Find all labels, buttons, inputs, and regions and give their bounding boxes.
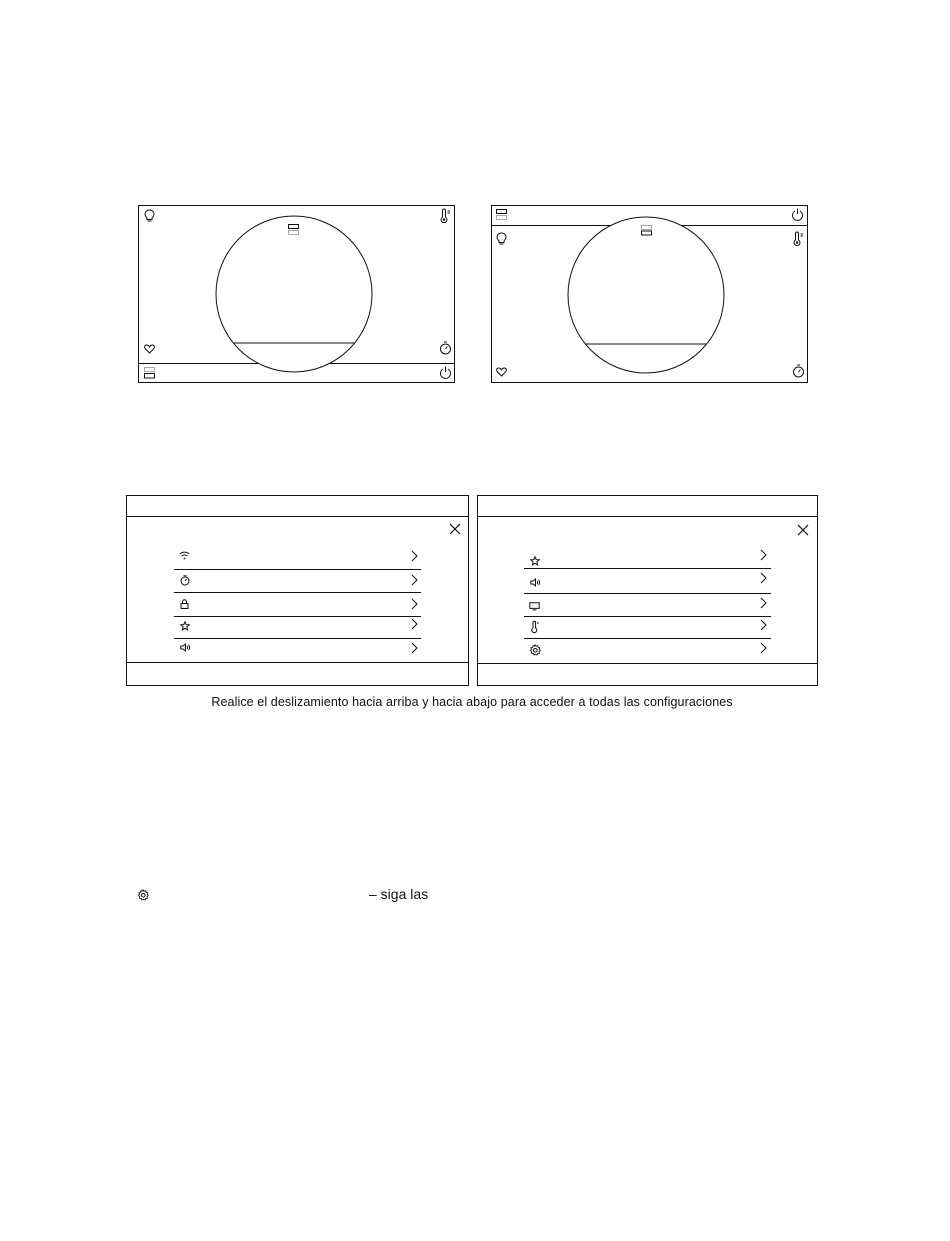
list-item[interactable] <box>524 617 771 639</box>
gear-icon <box>137 889 149 901</box>
screen-b-dial[interactable] <box>567 216 725 374</box>
thermometer-icon <box>530 621 539 633</box>
list-item[interactable] <box>524 639 771 661</box>
chevron-right-icon <box>760 597 767 609</box>
settings-menu-2-footer-divider <box>477 663 818 664</box>
door-mode-icon[interactable] <box>641 225 652 236</box>
thermometer-icon[interactable] <box>792 232 804 246</box>
settings-menu-1-footer-divider <box>126 662 469 663</box>
chevron-right-icon <box>760 549 767 561</box>
screen-a-dial[interactable] <box>215 215 373 373</box>
star-icon <box>530 556 540 566</box>
close-icon[interactable] <box>797 524 809 536</box>
gear-icon <box>529 644 541 656</box>
list-item[interactable] <box>524 545 771 569</box>
wifi-icon <box>179 551 190 560</box>
chevron-right-icon <box>411 550 418 562</box>
timer-icon[interactable] <box>439 341 452 355</box>
timer-icon[interactable] <box>792 364 805 378</box>
list-item[interactable] <box>174 570 421 593</box>
heart-icon[interactable] <box>144 344 155 354</box>
list-item[interactable] <box>524 594 771 617</box>
list-item[interactable] <box>174 593 421 617</box>
power-icon[interactable] <box>791 208 804 221</box>
chevron-right-icon <box>411 642 418 654</box>
heart-icon[interactable] <box>496 367 507 377</box>
door-mode-icon[interactable] <box>288 224 299 235</box>
swipe-instruction-caption: Realice el deslizamiento hacia arriba y hacia abajo para acceder a todas las configuraciones <box>211 695 733 709</box>
speaker-icon <box>180 643 191 652</box>
close-icon[interactable] <box>449 523 461 535</box>
display-icon <box>529 602 540 611</box>
chevron-right-icon <box>411 574 418 586</box>
list-item[interactable] <box>174 546 421 570</box>
power-icon[interactable] <box>439 366 452 379</box>
light-bulb-icon[interactable] <box>496 232 507 245</box>
chevron-right-icon <box>411 618 418 630</box>
chevron-right-icon <box>760 572 767 584</box>
list-item[interactable] <box>174 617 421 639</box>
settings-menu-2-header-divider <box>477 516 818 517</box>
door-mode-icon[interactable] <box>496 209 507 221</box>
light-bulb-icon[interactable] <box>144 209 155 222</box>
lock-icon <box>180 599 189 609</box>
chevron-right-icon <box>760 619 767 631</box>
thermometer-icon[interactable] <box>439 209 451 223</box>
list-item[interactable] <box>524 569 771 594</box>
chevron-right-icon <box>411 598 418 610</box>
speaker-icon <box>530 578 541 587</box>
instruction-fragment: – siga las <box>369 886 429 902</box>
list-item[interactable] <box>174 639 421 661</box>
door-mode-icon[interactable] <box>144 367 155 379</box>
star-icon <box>180 621 190 631</box>
settings-menu-1-header-divider <box>126 516 469 517</box>
timer-icon <box>180 575 190 586</box>
chevron-right-icon <box>760 642 767 654</box>
